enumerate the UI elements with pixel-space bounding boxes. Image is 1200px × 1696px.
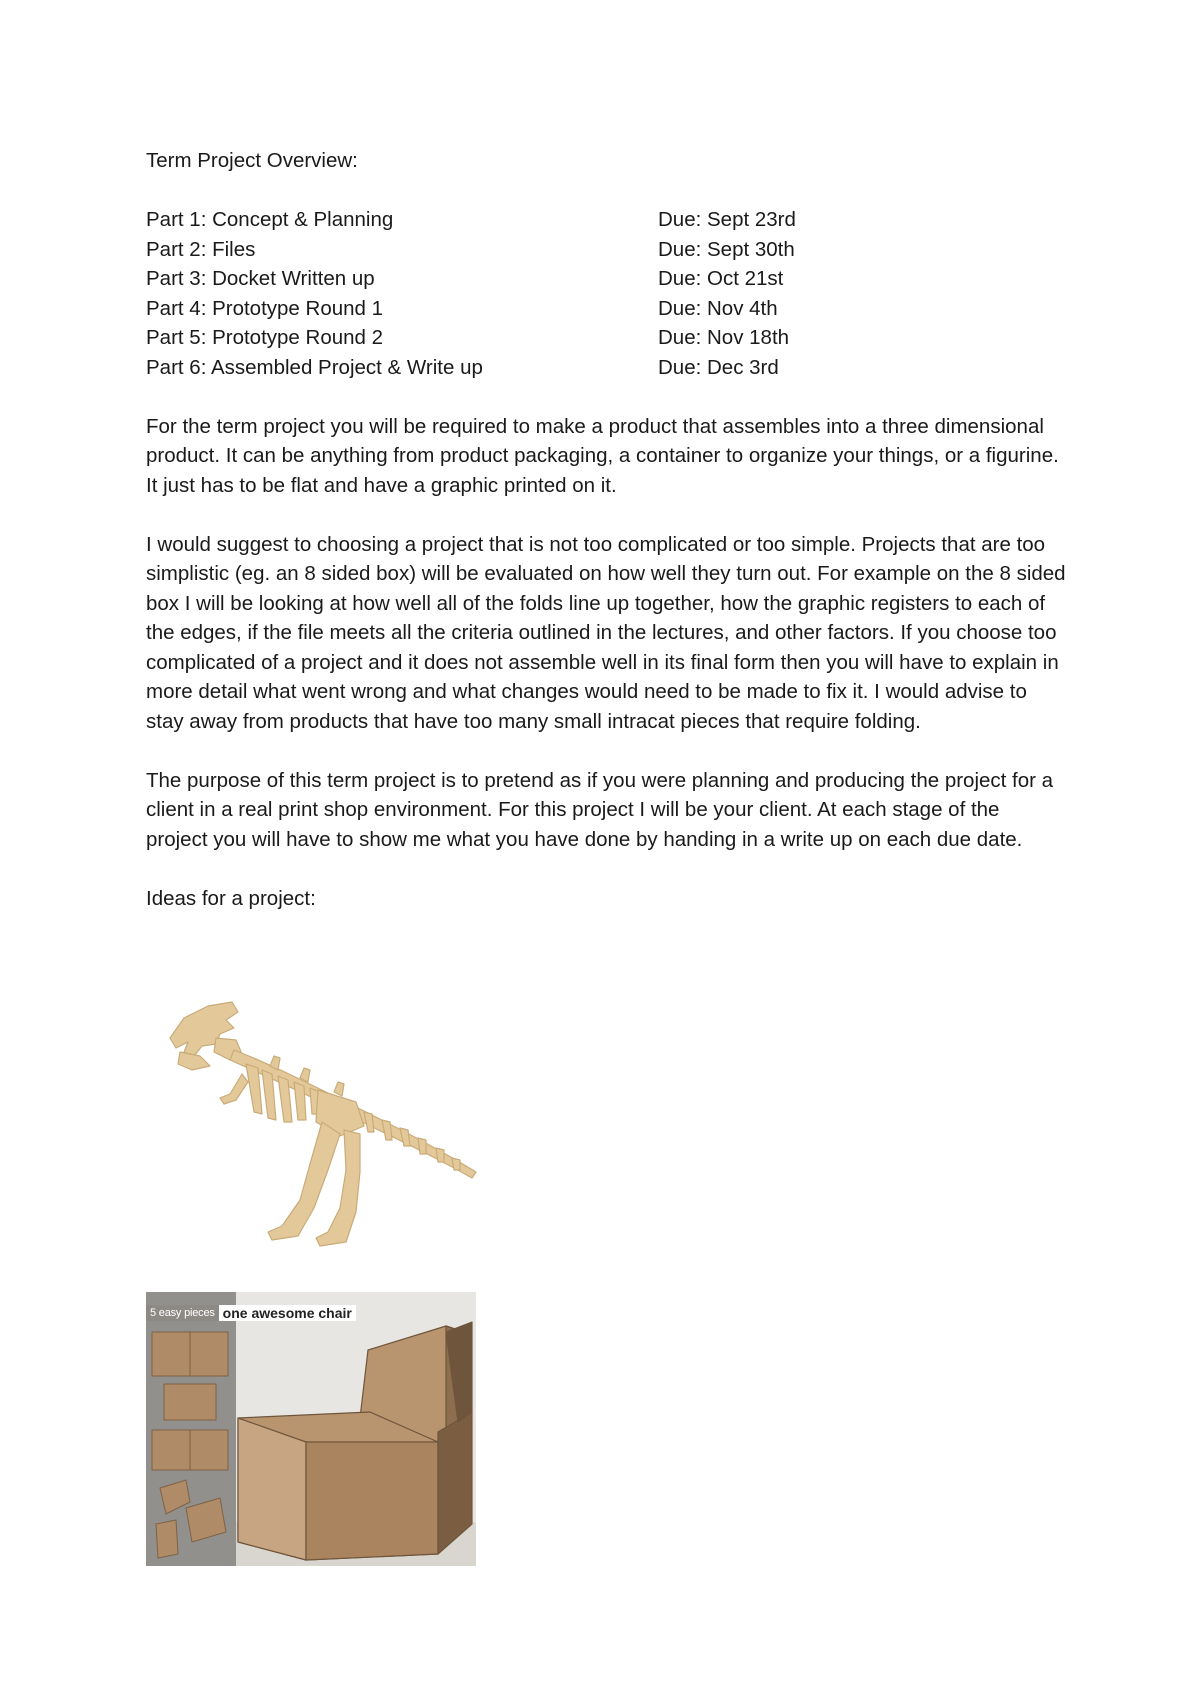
schedule-due: Due: Nov 4th	[658, 296, 778, 320]
paragraph-purpose: The purpose of this term project is to pretend as if you were planning and producing the project for a client in a real print shop environment. For this project I will be your client. At each stage of the project you will have to show me what you have done by handing in a write up on each due date.	[146, 768, 1054, 851]
schedule-row	[146, 264, 1066, 294]
paragraph-complexity: I would suggest to choosing a project that is not too complicated or too simple. Projects that are too simplistic (eg. an 8 sided box) will be evaluated on how well they turn out. For example on the 8 sided box I will be looking at how well all of the folds line up together, how the graphic registers to each of the edges, if the file meets all the criteria outlined in the lectures, and other factors. If you choose too complicated of a project and it does not assemble well in its final form then you will have to explain in more detail what went wrong and what changes would need to be made to fix it. I would advise to stay away from products that have too many small intracat pieces that require folding.	[146, 532, 1066, 733]
dinosaur-puzzle-image	[150, 994, 480, 1254]
page-title: Term Project Overview:	[146, 149, 358, 172]
caption-right: one awesome chair	[219, 1305, 356, 1321]
schedule-part: Part 3: Docket Written up	[146, 267, 375, 290]
cardboard-chair-image	[146, 1292, 476, 1566]
document-body	[146, 146, 1066, 913]
caption-left: 5 easy pieces	[146, 1305, 219, 1321]
schedule-due: Due: Sept 23rd	[658, 208, 796, 231]
ideas-label: Ideas for a project:	[146, 886, 316, 910]
schedule-part: Part 2: Files	[146, 237, 256, 261]
schedule-row	[146, 353, 1066, 383]
schedule-due: Due: Sept 30th	[658, 237, 795, 261]
schedule-row	[146, 294, 1066, 324]
schedule-part: Part 1: Concept & Planning	[146, 208, 394, 231]
schedule-row	[146, 205, 1066, 235]
chair-image-caption	[146, 1305, 356, 1321]
schedule-part: Part 4: Prototype Round 1	[146, 296, 384, 320]
schedule-part: Part 6: Assembled Project & Write up	[146, 355, 483, 379]
schedule-due: Due: Nov 18th	[658, 326, 790, 349]
schedule-due: Due: Dec 3rd	[658, 355, 779, 379]
paragraph-intro: For the term project you will be required to make a product that assembles into a three dimensional product. It can be anything from product packaging, a container to organize your things, or a figurine. It just has to be flat and have a graphic printed on it.	[146, 414, 1059, 497]
schedule-due: Due: Oct 21st	[658, 267, 784, 290]
schedule-list	[146, 205, 1066, 382]
schedule-row	[146, 235, 1066, 265]
schedule-part: Part 5: Prototype Round 2	[146, 326, 384, 349]
schedule-row	[146, 323, 1066, 353]
